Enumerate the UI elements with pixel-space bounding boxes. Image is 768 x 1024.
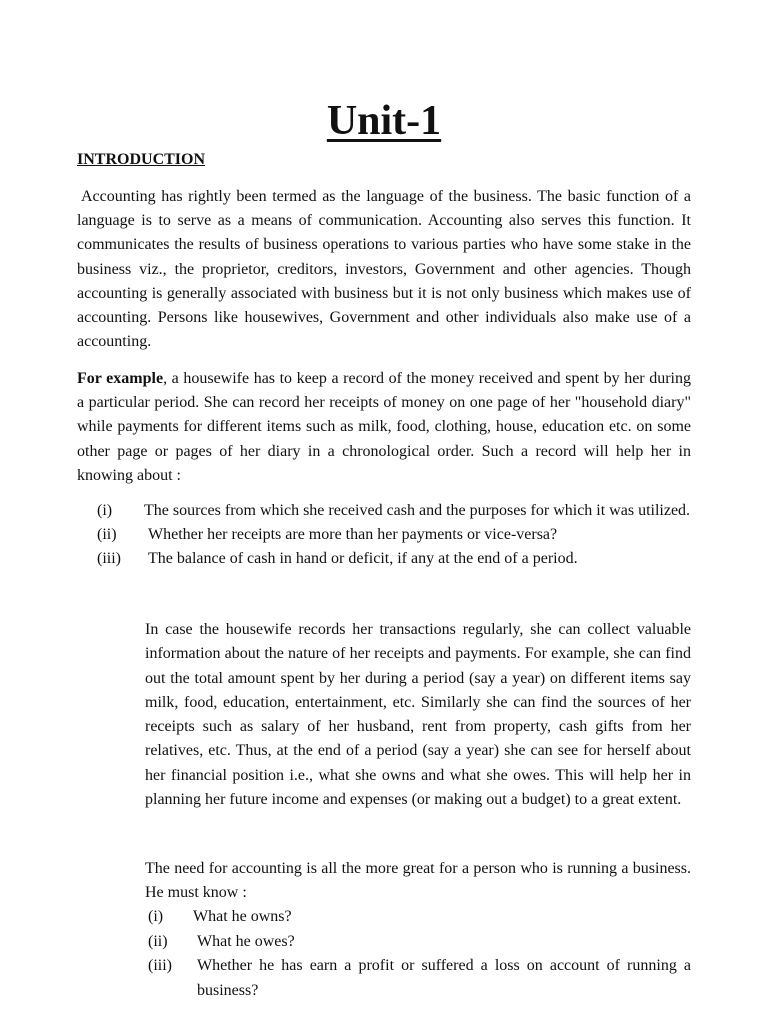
list-text: What he owes?: [197, 932, 295, 950]
list-number: (i): [97, 502, 113, 519]
list-number: (iii): [97, 550, 121, 567]
list-number: (ii): [148, 932, 168, 950]
list-item: [148, 930, 691, 955]
list-text: Whether he has earn a profit or suffered a loss on account of running a business?: [197, 957, 691, 999]
list-text: What he owns?: [193, 908, 292, 925]
list-text: Whether her receipts are more than her payments or vice-versa?: [148, 526, 558, 543]
section-heading: INTRODUCTION: [77, 151, 206, 168]
example-lead: For example: [77, 370, 164, 387]
list-number: (iii): [148, 957, 172, 974]
intro-paragraph: Accounting has rightly been termed as the language of the business. The basic function of a language is to serve as a means of communication. Accounting also serves this function. It communicates the results of business operations to various parties who have some stake in the business viz., the proprietor, creditors, investors, Government and other agencies. Though accounting is generally associated with business but it is not only business which makes use of accounting. Persons like housewives, Government and other individuals also make use of a accounting.: [77, 188, 691, 351]
housewife-list: [97, 499, 691, 571]
case-paragraph: In case the housewife records her transactions regularly, she can collect valuable information about the nature of her receipts and payments. For example, she can find out the total amount spent by her during a period (say a year) on different items say milk, food, education, entertainment, etc. Similarly she can find the sources of her receipts such as salary of her husband, rent from property, cash gifts from her relatives, etc. Thus, at the end of a period (say a year) she can see for herself about her financial position i.e., what she owns and what she owes. This will help her in planning her future income and expenses (or making out a budget) to a great extent.: [145, 621, 691, 809]
list-item: [97, 523, 691, 547]
list-item: [97, 547, 691, 571]
list-item: [148, 954, 691, 1003]
list-item: [97, 499, 691, 523]
business-paragraph: The need for accounting is all the more great for a person who is running a business. He must know :: [145, 860, 691, 902]
list-item: [148, 905, 691, 930]
page-title: [0, 96, 768, 146]
example-paragraph: [77, 367, 691, 488]
title-text: Unit-1: [326, 98, 442, 144]
list-text: The balance of cash in hand or deficit, if any at the end of a period.: [148, 550, 578, 567]
list-number: (ii): [97, 526, 117, 543]
list-number: (i): [148, 908, 164, 925]
business-list: [148, 905, 691, 1003]
list-text: The sources from which she received cash and the purposes for which it was utilized.: [144, 502, 691, 519]
example-text: , a housewife has to keep a record of the money received and spent by her during a particular period. She can record her receipts of money on one page of her "household diary" while payments for different items such as milk, food, clothing, house, education etc. on some other page or pages of her diary in a chronological order. Such a record will help her in knowing about :: [77, 370, 691, 484]
